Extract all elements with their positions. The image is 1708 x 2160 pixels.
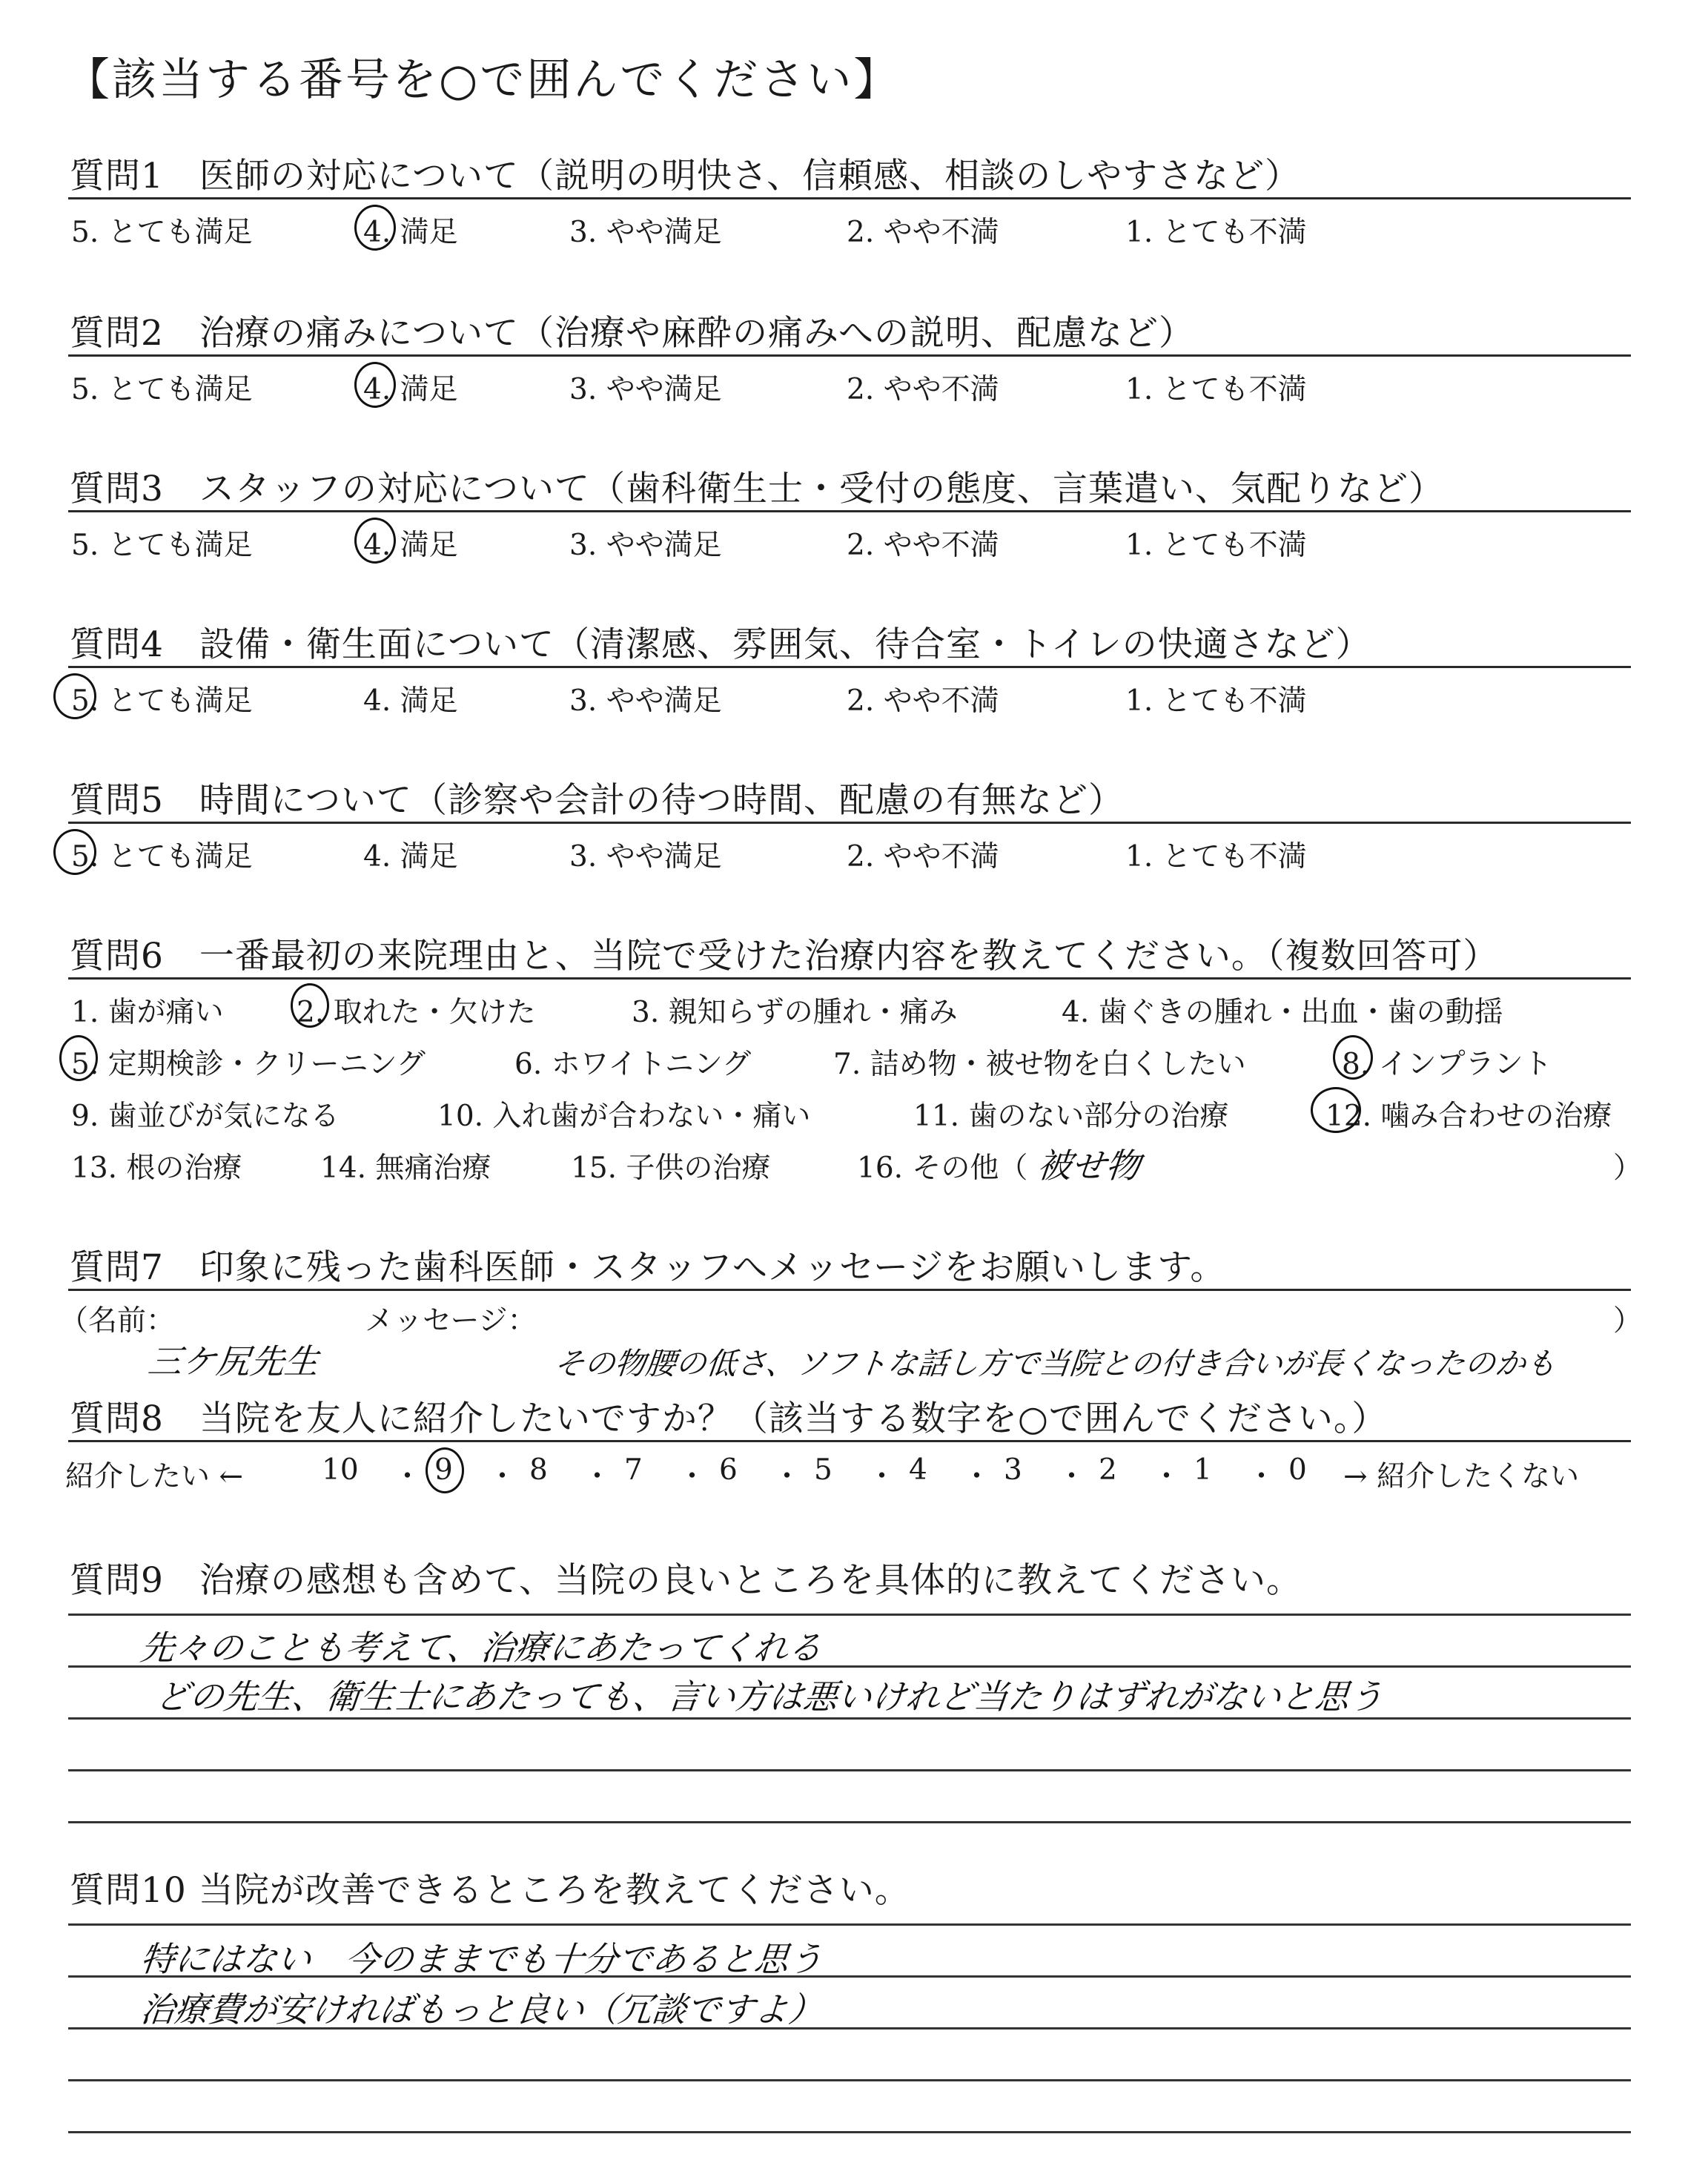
question-4-rule (68, 666, 1631, 668)
selected-circle (1311, 1087, 1361, 1133)
q3-option-1[interactable]: 1. とても不満 (1125, 529, 1307, 562)
selected-circle (354, 205, 396, 251)
q6-item-1[interactable]: 1. 歯が痛い (71, 996, 224, 1029)
dot-separator: ・ (1057, 1460, 1087, 1493)
q1-option-4[interactable]: 4. 満足 (363, 216, 458, 249)
q7-message-answer: その物腰の低さ、ソフトな話し方で当院との付き合いが長くなったのかも (552, 1346, 1558, 1381)
q1-option-3[interactable]: 3. やや満足 (569, 216, 722, 249)
q8-number-9[interactable]: 9 (434, 1453, 453, 1487)
q7-close-paren: ） (1613, 1304, 1643, 1338)
q9-answer-line-2: どの先生、衛生士にあたっても、言い方は悪いけれど当たりはずれがないと思う (153, 1677, 1386, 1717)
answer-line (68, 2079, 1631, 2081)
q7-name-answer: 三ケ尻先生 (145, 1341, 321, 1381)
q6-item-8[interactable]: 8. インプラント (1342, 1048, 1552, 1081)
q6-item-6[interactable]: 6. ホワイトニング (514, 1048, 752, 1081)
q8-number-3[interactable]: 3 (1004, 1453, 1022, 1487)
question-2-rule (68, 354, 1631, 357)
q4-option-1[interactable]: 1. とても不満 (1125, 684, 1307, 718)
selected-circle (291, 983, 329, 1028)
dot-separator: ・ (1247, 1460, 1277, 1493)
q1-option-5[interactable]: 5. とても満足 (71, 216, 253, 249)
dot-separator: ・ (867, 1460, 897, 1493)
q8-number-6[interactable]: 6 (719, 1453, 738, 1487)
q6-item-7[interactable]: 7. 詰め物・被せ物を白くしたい (833, 1048, 1246, 1081)
q8-number-10[interactable]: 10 (322, 1453, 359, 1487)
question-5-heading: 質問5 時間について（診察や会計の待つ時間、配慮の有無など） (70, 780, 1124, 821)
q5-option-1[interactable]: 1. とても不満 (1125, 840, 1307, 873)
q2-option-2[interactable]: 2. やや不満 (847, 373, 999, 406)
q8-number-1[interactable]: 1 (1194, 1453, 1212, 1487)
page-title: 【該当する番号を○で囲んでください】 (65, 54, 901, 106)
answer-line (68, 2131, 1631, 2133)
q1-option-1[interactable]: 1. とても不満 (1125, 216, 1307, 249)
q6-item-12[interactable]: 12. 噛み合わせの治療 (1325, 1100, 1612, 1133)
q3-option-2[interactable]: 2. やや不満 (847, 529, 999, 562)
question-8-heading: 質問8 当院を友人に紹介したいですか？（該当する数字を○で囲んでください。） (70, 1398, 1388, 1439)
dot-separator: ・ (678, 1460, 707, 1493)
selected-circle (354, 518, 396, 564)
question-8-rule (68, 1440, 1631, 1442)
q1-option-2[interactable]: 2. やや不満 (847, 216, 999, 249)
q6-item-13[interactable]: 13. 根の治療 (71, 1152, 242, 1185)
q6-item-10[interactable]: 10. 入れ歯が合わない・痛い (437, 1100, 811, 1133)
q3-option-5[interactable]: 5. とても満足 (71, 529, 253, 562)
dot-separator: ・ (1152, 1460, 1182, 1493)
q6-item-11[interactable]: 11. 歯のない部分の治療 (913, 1100, 1229, 1133)
question-6-heading: 質問6 一番最初の来院理由と、当院で受けた治療内容を教えてください。（複数回答可） (70, 936, 1499, 977)
q10-answer-line-1: 特にはない 今のままでも十分であると思う (138, 1939, 825, 1979)
answer-line (68, 1821, 1631, 1823)
selected-circle (59, 1035, 98, 1081)
question-4-heading: 質問4 設備・衛生面について（清潔感、雰囲気、待合室・トイレの快適さなど） (70, 624, 1371, 665)
q4-option-3[interactable]: 3. やや満足 (569, 684, 722, 718)
question-6-rule (68, 977, 1631, 980)
q4-option-2[interactable]: 2. やや不満 (847, 684, 999, 718)
q6-item-5[interactable]: 5. 定期検診・クリーニング (71, 1048, 426, 1081)
q2-option-1[interactable]: 1. とても不満 (1125, 373, 1307, 406)
q8-right-label: → 紹介したくない (1343, 1460, 1580, 1493)
q5-option-3[interactable]: 3. やや満足 (569, 840, 722, 873)
q3-option-4[interactable]: 4. 満足 (363, 529, 458, 562)
q6-item-3[interactable]: 3. 親知らずの腫れ・痛み (632, 996, 958, 1029)
question-1-rule (68, 197, 1631, 199)
q8-number-2[interactable]: 2 (1099, 1453, 1117, 1487)
question-9-heading: 質問9 治療の感想も含めて、当院の良いところを具体的に教えてください。 (70, 1560, 1302, 1601)
q6-other-close-paren: ） (1613, 1152, 1643, 1185)
q8-number-8[interactable]: 8 (529, 1453, 548, 1487)
answer-line (68, 1769, 1631, 1771)
q6-item-4[interactable]: 4. 歯ぐきの腫れ・出血・歯の動揺 (1062, 996, 1503, 1029)
question-5-rule (68, 822, 1631, 824)
q5-option-4[interactable]: 4. 満足 (363, 840, 458, 873)
question-1-heading: 質問1 医師の対応について（説明の明快さ、信頼感、相談のしやすさなど） (70, 156, 1301, 196)
dot-separator: ・ (962, 1460, 992, 1493)
q2-option-4[interactable]: 4. 満足 (363, 373, 458, 406)
q8-number-5[interactable]: 5 (814, 1453, 833, 1487)
question-7-rule (68, 1289, 1631, 1291)
q4-option-4[interactable]: 4. 満足 (363, 684, 458, 718)
question-3-heading: 質問3 スタッフの対応について（歯科衛生士・受付の態度、言葉遣い、気配りなど） (70, 469, 1444, 509)
question-10-heading: 質問10 当院が改善できるところを教えてください。 (70, 1870, 910, 1911)
q6-item-9[interactable]: 9. 歯並びが気になる (71, 1100, 340, 1133)
q2-option-3[interactable]: 3. やや満足 (569, 373, 722, 406)
q9-answer-line-1: 先々のことも考えて、治療にあたってくれる (138, 1628, 824, 1668)
selected-circle (53, 673, 96, 719)
answer-line (68, 1923, 1631, 1926)
dot-separator: ・ (583, 1460, 612, 1493)
q6-item-15[interactable]: 15. 子供の治療 (571, 1152, 771, 1185)
q7-name-label: （名前： (59, 1304, 176, 1338)
question-7-heading: 質問7 印象に残った歯科医師・スタッフへメッセージをお願いします。 (70, 1247, 1226, 1288)
q8-number-4[interactable]: 4 (909, 1453, 927, 1487)
q5-option-2[interactable]: 2. やや不満 (847, 840, 999, 873)
question-3-rule (68, 510, 1631, 512)
dot-separator: ・ (488, 1460, 517, 1493)
q8-left-label: 紹介したい ← (65, 1460, 244, 1493)
dot-separator: ・ (393, 1460, 423, 1493)
q8-number-7[interactable]: 7 (624, 1453, 643, 1487)
q6-item-14[interactable]: 14. 無痛治療 (320, 1152, 491, 1185)
q7-message-label: メッセージ： (365, 1304, 537, 1338)
q4-option-5[interactable]: 5. とても満足 (71, 684, 253, 718)
q5-option-5[interactable]: 5. とても満足 (71, 840, 253, 873)
q10-answer-line-2: 治療費が安ければもっと良い（冗談ですよ） (138, 1989, 825, 2029)
selected-circle (53, 829, 96, 875)
selected-circle (354, 362, 396, 408)
q3-option-3[interactable]: 3. やや満足 (569, 529, 722, 562)
q6-item-2[interactable]: 2. 取れた・欠けた (297, 996, 536, 1029)
question-2-heading: 質問2 治療の痛みについて（治療や麻酔の痛みへの説明、配慮など） (70, 313, 1195, 354)
q6-item-16[interactable]: 16. その他（ (857, 1152, 1028, 1185)
selected-circle (426, 1447, 464, 1493)
selected-circle (1333, 1035, 1373, 1080)
q2-option-5[interactable]: 5. とても満足 (71, 373, 253, 406)
answer-line (68, 1614, 1631, 1616)
dot-separator: ・ (772, 1460, 802, 1493)
q6-other-text: 被せ物 (1035, 1146, 1142, 1186)
q8-number-0[interactable]: 0 (1288, 1453, 1307, 1487)
